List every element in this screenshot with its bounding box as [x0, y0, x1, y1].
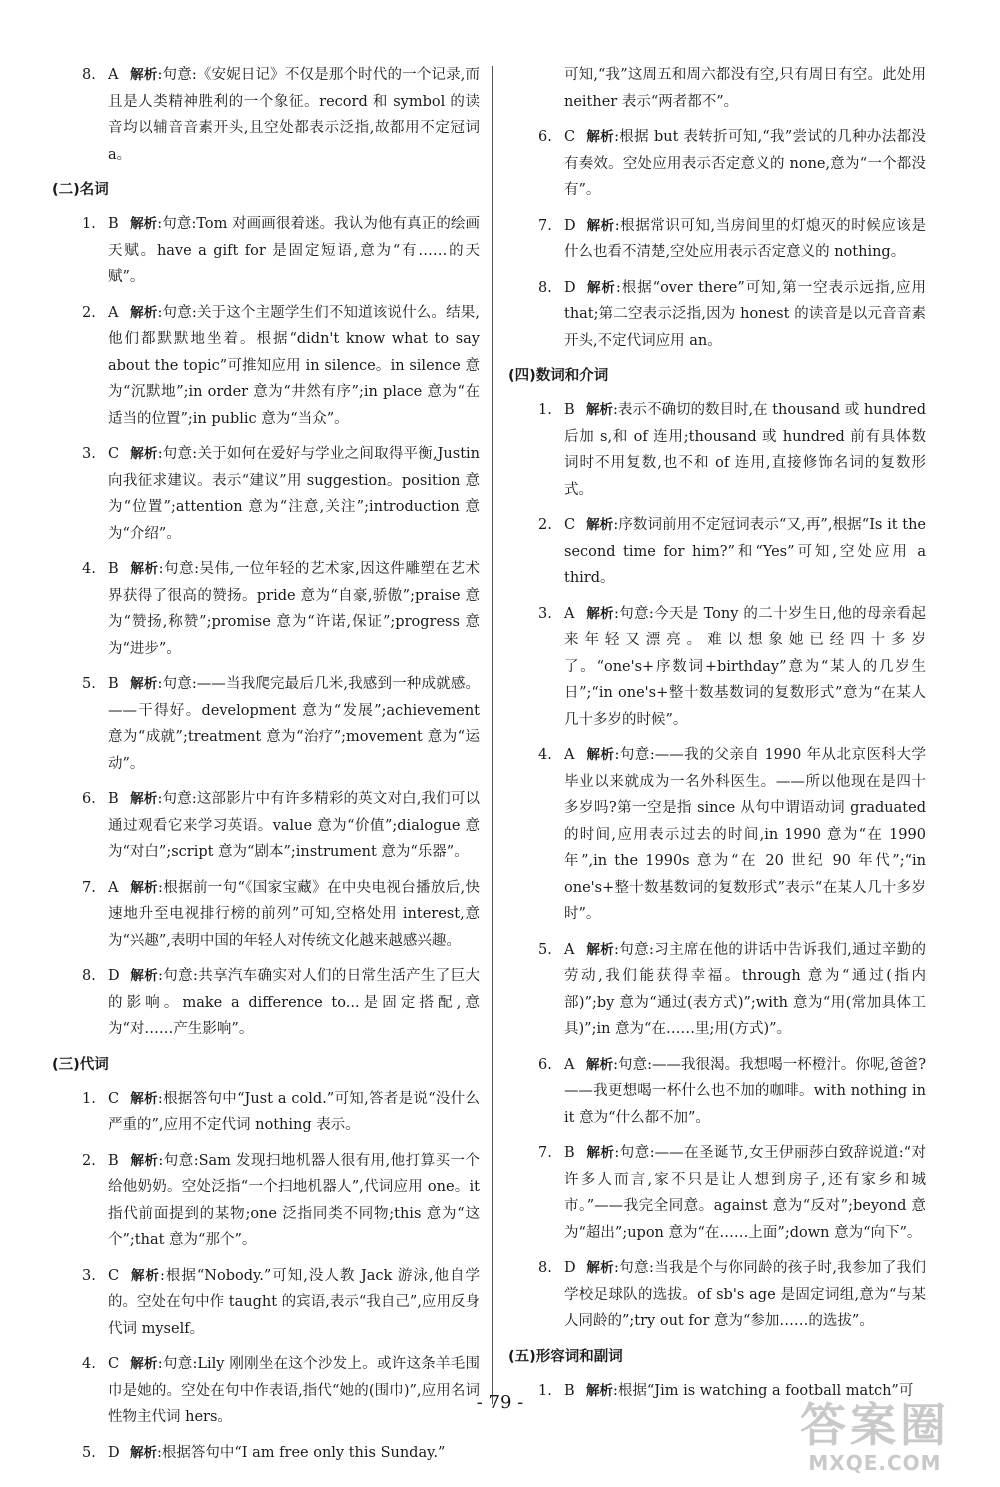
analysis-label: 解析	[586, 402, 614, 418]
question-number: 6.	[538, 129, 552, 145]
answer-letter: B	[564, 402, 575, 418]
question-number: 2.	[82, 1152, 96, 1169]
answer-letter: B	[108, 561, 119, 577]
analysis-label: 解析	[130, 304, 158, 321]
answer-letter: B	[108, 791, 119, 807]
analysis-label: 解析	[586, 1145, 615, 1161]
analysis-label: 解析	[130, 1356, 158, 1372]
question-number: 1.	[538, 1382, 552, 1399]
analysis-label: 解析	[130, 561, 159, 577]
answer-item: 5. B 解析:句意:——当我爬完最后几米,我感到一种成就感。——干得好。development 意为“发展”;achievement 意为“成就”;treatment 意为“治疗”;movement 意为“运动”。	[52, 671, 480, 777]
answer-item: 2. C 解析:序数词前用不定冠词表示“又,再”,根据“Is it the second time for him?”和“Yes”可知,空处应用 a third。	[508, 512, 926, 592]
answer-letter: C	[108, 446, 120, 462]
question-number: 7.	[538, 217, 552, 234]
answer-letter: A	[564, 605, 575, 622]
question-number: 5.	[82, 1444, 96, 1461]
analysis-text: 句意:关于如何在爱好与学业之间取得平衡,Justin 向我征求建议。表示“建议”用 suggestion。position 意为“位置”;attention 意为“注意,关注”;introduction 意为“介绍”。	[108, 446, 481, 542]
answer-item: 7. B 解析:句意:——在圣诞节,女王伊丽莎白致辞说道:“对许多人而言,家不只是让人想到房子,还有家乡和城市。”——我完全同意。against 意为“反对”;beyond 意为“超出”;upon 意为“在……上面”;down 意为“向下”。	[508, 1140, 926, 1246]
analysis-text: 句意:习主席在他的讲话中告诉我们,通过辛勤的劳动,我们能获得幸福。through 意为“通过(指内部)”;by 意为“通过(表方式)”;with 意为“用(常加具体工具)”;in 意为“在……里;用(方式)”。	[564, 941, 927, 1037]
analysis-text: 句意:Sam 发现扫地机器人很有用,他打算买一个给他奶奶。空处泛指“一个扫地机器人”,代词应用 one。it 指代前面提到的某物;one 泛指同类不同物;this 意为“这个”;that 意为“那个”。	[108, 1152, 481, 1248]
answer-item: 8. D 解析:根据“over there”可知,第一空表示远指,应用 that;第二空表示泛指,因为 honest 的读音是以元音音素开头,不定代词应用 an。	[508, 275, 926, 355]
answer-letter: B	[564, 1145, 575, 1161]
analysis-label: 解析	[130, 879, 159, 896]
answer-item: 3. C 解析:根据“Nobody.”可知,没人教 Jack 游泳,他自学的。空处在句中作 taught 的宾语,表示“我自己”,应用反身代词 myself。	[52, 1263, 480, 1343]
analysis-text: 句意:共享汽车确实对人们的日常生活产生了巨大的影响。make a difference to...是固定搭配,意为“对……产生影响”。	[108, 968, 480, 1037]
answer-letter: C	[564, 517, 576, 533]
analysis-text: 表示不确切的数目时,在 thousand 或 hundred 后加 s,和 of 连用;thousand 或 hundred 前有具体数词时不用复数,也不和 of 连用,直接修饰名词的复数形式。	[564, 402, 927, 498]
page-number: - 79 -	[476, 1392, 524, 1413]
analysis-label: 解析	[130, 67, 158, 83]
analysis-label: 解析	[130, 676, 158, 692]
answer-item: 2. B 解析:句意:Sam 发现扫地机器人很有用,他打算买一个给他奶奶。空处泛指“一个扫地机器人”,代词应用 one。it 指代前面提到的某物;one 泛指同类不同物;this 意为“这个”;that 意为“那个”。	[52, 1148, 480, 1254]
analysis-label: 解析	[130, 1267, 160, 1284]
answer-letter: A	[564, 941, 575, 958]
analysis-label: 解析	[586, 941, 615, 958]
question-number: 2.	[82, 304, 96, 321]
answer-item: 5. D 解析:根据答句中“I am free only this Sunday.”	[52, 1440, 480, 1467]
analysis-label: 解析	[130, 1090, 158, 1107]
analysis-label: 解析	[130, 216, 158, 232]
analysis-label: 解析	[586, 129, 615, 145]
analysis-text: 句意:——我很渴。我想喝一杯橙汁。你呢,爸爸?——我更想喝一杯什么也不加的咖啡。with nothing in it 意为“什么都不加”。	[564, 1056, 926, 1126]
analysis-text: 根据“Jim is watching a football match”可	[617, 1382, 914, 1399]
answer-letter: C	[564, 129, 576, 145]
question-number: 8.	[82, 67, 96, 83]
question-number: 7.	[538, 1145, 552, 1161]
question-number: 5.	[538, 941, 552, 958]
answer-letter: D	[564, 217, 576, 234]
analysis-text: 根据“Nobody.”可知,没人教 Jack 游泳,他自学的。空处在句中作 taught 的宾语,表示“我自己”,应用反身代词 myself。	[108, 1267, 480, 1337]
answer-item: 8. D 解析:句意:当我是个与你同龄的孩子时,我参加了我们学校足球队的选拔。of sb's age 是固定词组,意为“与某人同龄的”;try out for 意为“参加……的选拔”。	[508, 1255, 926, 1335]
answer-item: 1. C 解析:根据答句中“Just a cold.”可知,答者是说“没什么严重的”,应用不定代词 nothing 表示。	[52, 1086, 480, 1139]
watermark-chinese: 答案圈	[800, 1398, 950, 1452]
analysis-label: 解析	[586, 517, 614, 533]
analysis-label: 解析	[586, 1056, 614, 1073]
analysis-text: 句意:这部影片中有许多精彩的英文对白,我们可以通过观看它来学习英语。value 意为“价值”;dialogue 意为“对白”;script 意为“剧本”;instrument 意为“乐器”。	[108, 791, 481, 860]
question-number: 8.	[538, 279, 552, 296]
watermark-logo	[770, 1399, 980, 1479]
answer-letter: D	[564, 279, 576, 296]
answer-item: 6. C 解析:根据 but 表转折可知,“我”尝试的几种办法都没有奏效。空处应用表示否定意义的 none,意为“一个都没有”。	[508, 124, 926, 204]
question-number: 1.	[538, 402, 552, 418]
analysis-text: 句意:Lily 刚刚坐在这个沙发上。或许这条羊毛围巾是她的。空处在句中作表语,指代“她的(围巾)”,应用名词性物主代词 hers。	[108, 1356, 481, 1425]
section-heading: (四)数词和介词	[508, 368, 609, 384]
answer-item: 3. A 解析:句意:今天是 Tony 的二十岁生日,他的母亲看起来年轻又漂亮。难以想象她已经四十多岁了。“one's+序数词+birthday”意为“某人的几岁生日”;“in one's+整十数基数词的复数形式”意为“在某人几十多岁的时候”。	[508, 601, 926, 734]
analysis-text: 句意:吴伟,一位年轻的艺术家,因这件雕塑在艺术界获得了很高的赞扬。pride 意为“自豪,骄傲”;praise 意为“赞扬,称赞”;promise 意为“许诺,保证”;progress 意为“进步”。	[108, 561, 481, 657]
question-number: 3.	[82, 1267, 96, 1284]
answer-item: 6. B 解析:句意:这部影片中有许多精彩的英文对白,我们可以通过观看它来学习英语。value 意为“价值”;dialogue 意为“对白”;script 意为“剧本”;instrument 意为“乐器”。	[52, 786, 480, 866]
question-number: 1.	[82, 216, 96, 232]
question-number: 4.	[82, 561, 96, 577]
answer-letter: D	[108, 968, 120, 984]
analysis-text: 句意:Tom 对画画很着迷。我认为他有真正的绘画天赋。have a gift for 是固定短语,意为“有……的天赋”。	[108, 216, 480, 285]
answer-letter: B	[108, 1152, 119, 1169]
column-divider	[492, 66, 493, 1404]
question-number: 4.	[82, 1356, 96, 1372]
answer-letter: D	[108, 1444, 120, 1461]
answer-item: 8. D 解析:句意:共享汽车确实对人们的日常生活产生了巨大的影响。make a difference to...是固定搭配,意为“对……产生影响”。	[52, 963, 480, 1043]
left-column	[52, 62, 480, 1475]
answer-letter: A	[108, 67, 119, 83]
analysis-text: 根据 but 表转折可知,“我”尝试的几种办法都没有奏效。空处应用表示否定意义的 none,意为“一个都没有”。	[564, 129, 926, 198]
answer-item: 2. A 解析:句意:关于这个主题学生们不知道该说什么。结果,他们都默默地坐着。根据“didn't know what to say about the topic”可推知应用 in silence。in silence 意为“沉默地”;in order 意为“井然有序”;in place 意为“在适当的位置”;in public 意为“当众”。	[52, 300, 480, 433]
analysis-label: 解析	[130, 791, 158, 807]
analysis-text: 句意:《安妮日记》不仅是那个时代的一个记录,而且是人类精神胜利的一个象征。record 和 symbol 的读音均以辅音音素开头,且空处都表示泛指,故都用不定冠词 a。	[108, 67, 481, 163]
analysis-label: 解析	[586, 1382, 613, 1399]
answer-item: 5. A 解析:句意:习主席在他的讲话中告诉我们,通过辛勤的劳动,我们能获得幸福。through 意为“通过(指内部)”;by 意为“通过(表方式)”;with 意为“用(常加具体工具)”;in 意为“在……里;用(方式)”。	[508, 937, 926, 1043]
answer-letter: C	[108, 1090, 120, 1107]
analysis-text: 句意:今天是 Tony 的二十岁生日,他的母亲看起来年轻又漂亮。难以想象她已经四十多岁了。“one's+序数词+birthday”意为“某人的几岁生日”;“in one's+整十数基数词的复数形式”意为“在某人几十多岁的时候”。	[564, 605, 926, 728]
answer-letter: A	[108, 304, 119, 321]
analysis-text: 句意:——在圣诞节,女王伊丽莎白致辞说道:“对许多人而言,家不只是让人想到房子,还有家乡和城市。”——我完全同意。against 意为“反对”;beyond 意为“超出”;upon 意为“在……上面”;down 意为“向下”。	[564, 1145, 927, 1241]
answer-item: 4. B 解析:句意:吴伟,一位年轻的艺术家,因这件雕塑在艺术界获得了很高的赞扬。pride 意为“自豪,骄傲”;praise 意为“赞扬,称赞”;promise 意为“许诺,保证”;progress 意为“进步”。	[52, 556, 480, 662]
answer-item: 1. B 解析:表示不确切的数目时,在 thousand 或 hundred 后加 s,和 of 连用;thousand 或 hundred 前有具体数词时不用复数,也不和 of 连用,直接修饰名词的复数形式。	[508, 397, 926, 503]
analysis-label: 解析	[130, 446, 158, 462]
question-number: 3.	[82, 446, 96, 462]
answer-item: 8. A 解析:句意:《安妮日记》不仅是那个时代的一个记录,而且是人类精神胜利的一个象征。record 和 symbol 的读音均以辅音音素开头,且空处都表示泛指,故都用不定冠词 a。	[52, 62, 480, 168]
question-number: 6.	[538, 1056, 552, 1073]
analysis-text: 根据前一句“《国家宝藏》在中央电视台播放后,快速地升至电视排行榜的前列”可知,空格处用 interest,意为“兴趣”,表明中国的年轻人对传统文化越来越感兴趣。	[108, 879, 481, 949]
analysis-label: 解析	[130, 1444, 157, 1461]
section-heading: (三)代词	[52, 1056, 109, 1073]
analysis-label: 解析	[586, 217, 615, 234]
analysis-text: 根据答句中“I am free only this Sunday.”	[161, 1444, 446, 1461]
answer-item: 4. C 解析:句意:Lily 刚刚坐在这个沙发上。或许这条羊毛围巾是她的。空处在句中作表语,指代“她的(围巾)”,应用名词性物主代词 hers。	[52, 1351, 480, 1431]
question-number: 5.	[82, 676, 96, 692]
watermark-url: MXQE.COM	[808, 1451, 942, 1475]
section-heading: (二)名词	[52, 182, 109, 198]
answer-item: 4. A 解析:句意:——我的父亲自 1990 年从北京医科大学毕业以来就成为一名外科医生。——所以他现在是四十多岁吗?第一空是指 since 从句中谓语动词 graduated 的时间,应用表示过去的时间,in 1990 意为“在 1990 年”,in the 1990s 意为“在 20 世纪 90 年代”;“in one's+整十数基数词的复数形式”表示“在某人几十多岁时”。	[508, 742, 926, 928]
analysis-label: 解析	[130, 968, 159, 984]
analysis-text: 句意:关于这个主题学生们不知道该说什么。结果,他们都默默地坐着。根据“didn't know what to say about the topic”可推知应用 in silence。in silence 意为“沉默地”;in order 意为“井然有序”;in place 意为“在适当的位置”;in public 意为“当众”。	[108, 304, 481, 427]
answer-letter: A	[564, 1056, 575, 1073]
analysis-label: 解析	[130, 1152, 159, 1169]
answer-item: 1. B 解析:句意:Tom 对画画很着迷。我认为他有真正的绘画天赋。have a gift for 是固定短语,意为“有……的天赋”。	[52, 211, 480, 291]
analysis-text: 序数词前用不定冠词表示“又,再”,根据“Is it the second time for him?”和“Yes”可知,空处应用 a third。	[564, 517, 927, 586]
section-heading: (五)形容词和副词	[508, 1348, 623, 1365]
answer-letter: A	[564, 747, 575, 763]
question-number: 7.	[82, 879, 96, 896]
question-number: 4.	[538, 747, 552, 763]
answer-continuation: 可知,“我”这周五和周六都没有空,只有周日有空。此处用 neither 表示“两者都不”。	[564, 67, 926, 110]
answer-letter: A	[108, 879, 119, 896]
question-number: 2.	[538, 517, 552, 533]
analysis-label: 解析	[586, 605, 615, 622]
analysis-text: 根据答句中“Just a cold.”可知,答者是说“没什么严重的”,应用不定代词 nothing 表示。	[108, 1090, 480, 1133]
question-number: 3.	[538, 605, 552, 622]
answer-letter: D	[564, 1260, 576, 1276]
answer-letter: B	[108, 216, 119, 232]
analysis-label: 解析	[586, 747, 615, 763]
answer-item: 7. A 解析:根据前一句“《国家宝藏》在中央电视台播放后,快速地升至电视排行榜的前列”可知,空格处用 interest,意为“兴趣”,表明中国的年轻人对传统文化越来越感兴趣。	[52, 875, 480, 955]
analysis-text: 根据“over there”可知,第一空表示远指,应用 that;第二空表示泛指,因为 honest 的读音是以元音音素开头,不定代词应用 an。	[564, 279, 926, 349]
analysis-label: 解析	[586, 279, 616, 296]
question-number: 8.	[538, 1260, 552, 1276]
question-number: 6.	[82, 791, 96, 807]
analysis-text: 句意:当我是个与你同龄的孩子时,我参加了我们学校足球队的选拔。of sb's age 是固定词组,意为“与某人同龄的”;try out for 意为“参加……的选拔”。	[564, 1260, 927, 1329]
answer-item: 7. D 解析:根据常识可知,当房间里的灯熄灭的时候应该是什么也看不清楚,空处应用表示否定意义的 nothing。	[508, 213, 926, 266]
answer-letter: C	[108, 1356, 120, 1372]
analysis-text: 根据常识可知,当房间里的灯熄灭的时候应该是什么也看不清楚,空处应用表示否定意义的 nothing。	[564, 217, 926, 260]
question-number: 1.	[82, 1090, 96, 1107]
answer-letter: B	[564, 1382, 575, 1399]
right-column	[508, 62, 926, 1413]
answer-item: 1. B 解析:根据“Jim is watching a football match”可	[508, 1378, 926, 1405]
analysis-text: 句意:——我的父亲自 1990 年从北京医科大学毕业以来就成为一名外科医生。——所以他现在是四十多岁吗?第一空是指 since 从句中谓语动词 graduated 的时间,应用表示过去的时间,in 1990 意为“在 1990 年”,in the 1990s 意为“在 20 世纪 90 年代”;“in one's+整十数基数词的复数形式”表示“在某人几十多岁时”。	[564, 747, 926, 922]
analysis-text: 句意:——当我爬完最后几米,我感到一种成就感。——干得好。development 意为“发展”;achievement 意为“成就”;treatment 意为“治疗”;movement 意为“运动”。	[108, 676, 480, 772]
analysis-label: 解析	[586, 1260, 615, 1276]
answer-letter: C	[108, 1267, 120, 1284]
question-number: 8.	[82, 968, 96, 984]
answer-letter: B	[108, 676, 119, 692]
answer-item: 3. C 解析:句意:关于如何在爱好与学业之间取得平衡,Justin 向我征求建议。表示“建议”用 suggestion。position 意为“位置”;attention 意为“注意,关注”;introduction 意为“介绍”。	[52, 441, 480, 547]
answer-item: 6. A 解析:句意:——我很渴。我想喝一杯橙汁。你呢,爸爸?——我更想喝一杯什么也不加的咖啡。with nothing in it 意为“什么都不加”。	[508, 1052, 926, 1132]
